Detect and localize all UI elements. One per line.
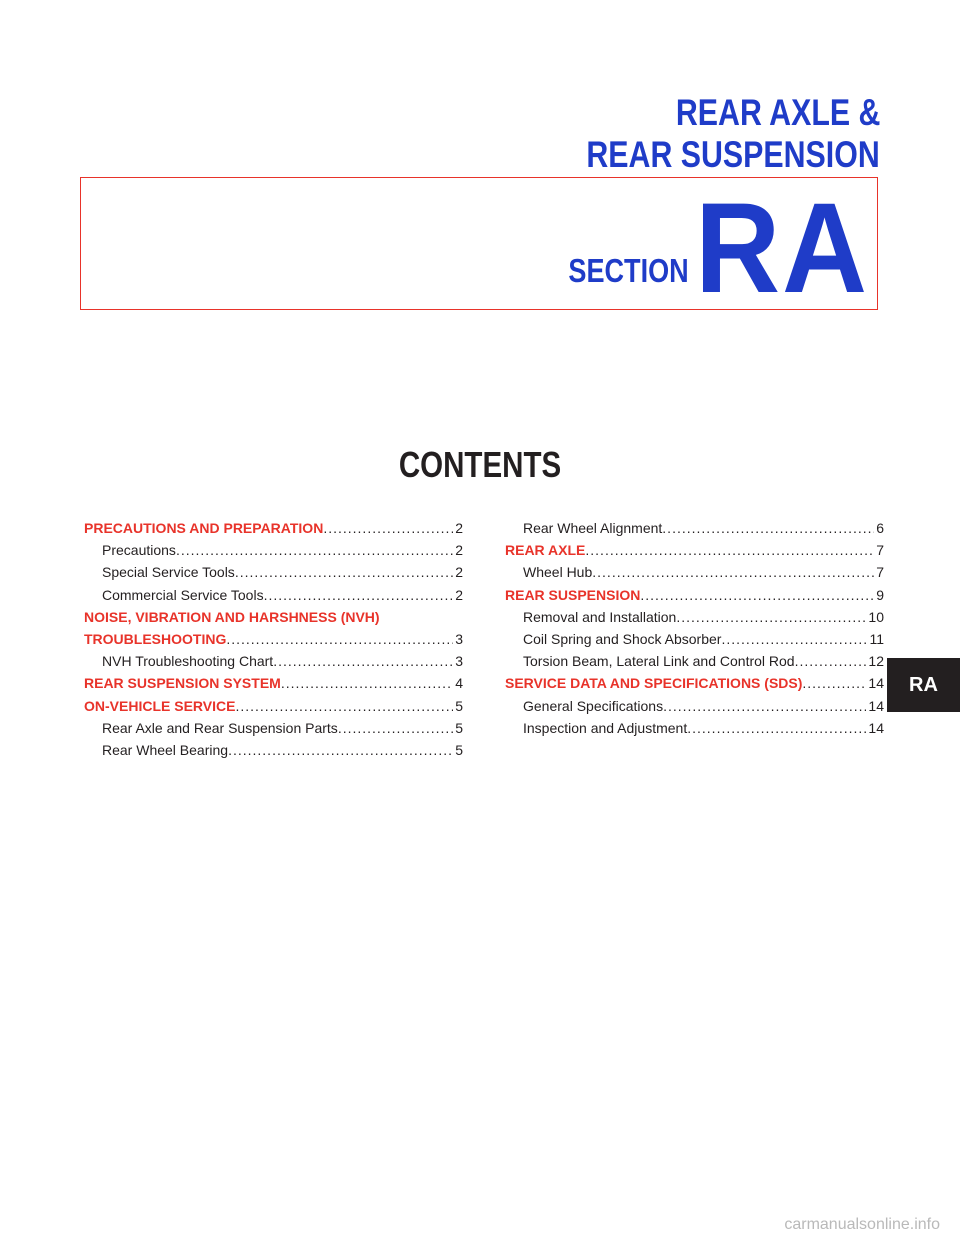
toc-entry-rear-axle[interactable] <box>505 542 884 564</box>
toc-entry-label: REAR SUSPENSION SYSTEM <box>84 675 281 692</box>
toc-entry-label: Wheel Hub <box>523 564 593 581</box>
section-label: SECTION <box>568 252 689 289</box>
toc-entry-coil-spring-and-shock-absorber[interactable] <box>505 631 884 653</box>
toc-page-number: 7 <box>876 542 884 559</box>
toc-dot-leader <box>640 587 874 603</box>
title-line-2: REAR SUSPENSION <box>586 134 880 175</box>
toc-entry-rear-suspension[interactable] <box>505 587 884 609</box>
toc-entry-label: TROUBLESHOOTING <box>84 630 227 647</box>
toc-entry-label: Inspection and Adjustment <box>523 719 688 736</box>
toc-page-number: 14 <box>868 697 884 714</box>
toc-page-number: 2 <box>455 564 463 581</box>
toc-entry-removal-and-installation[interactable] <box>505 609 884 631</box>
toc-page-number: 5 <box>455 719 463 736</box>
toc-entry-label: NOISE, VIBRATION AND HARSHNESS (NVH) <box>84 608 380 625</box>
toc-page-number: 7 <box>876 564 884 581</box>
toc-entry-general-specifications[interactable] <box>505 698 884 720</box>
toc-dot-leader <box>662 520 874 536</box>
toc-dot-leader <box>235 698 453 714</box>
toc-entry-nvh-line-1[interactable] <box>84 609 463 631</box>
toc-page-number: 6 <box>876 520 884 536</box>
section-box <box>80 177 878 320</box>
toc-page-number: 5 <box>455 741 463 758</box>
toc-entry-special-service-tools[interactable] <box>84 564 463 586</box>
toc-dot-leader <box>585 542 874 558</box>
toc-entry-nvh-troubleshooting[interactable] <box>84 631 463 653</box>
watermark: carmanualsonline.info <box>784 1216 940 1233</box>
toc-dot-leader <box>228 742 453 758</box>
toc-dot-leader <box>281 675 453 691</box>
toc-entry-precautions[interactable] <box>84 542 463 564</box>
toc-page-number: 14 <box>868 719 884 736</box>
toc-entry-nvh-troubleshooting-chart[interactable] <box>84 653 463 675</box>
toc-page-number: 3 <box>455 630 463 647</box>
toc-entry-rear-wheel-alignment[interactable] <box>505 520 884 542</box>
toc-entry-label: Rear Wheel Alignment <box>523 520 663 536</box>
toc-dot-leader <box>802 675 866 691</box>
toc-entry-label: ON-VEHICLE SERVICE <box>84 697 236 714</box>
toc-dot-leader <box>176 542 453 558</box>
toc-entry-label: Removal and Installation <box>523 608 677 625</box>
toc-entry-label: Torsion Beam, Lateral Link and Control Rod <box>523 653 795 670</box>
toc-entry-label: NVH Troubleshooting Chart <box>102 653 274 670</box>
section-side-tab[interactable]: RA <box>887 658 960 712</box>
toc-entry-inspection-and-adjustment[interactable] <box>505 720 884 742</box>
toc-page-number: 3 <box>455 653 463 670</box>
toc-page-number: 2 <box>455 542 463 559</box>
toc-entry-label: Coil Spring and Shock Absorber <box>523 630 722 647</box>
toc-page-number: 5 <box>455 697 463 714</box>
toc-dot-leader <box>687 720 866 736</box>
toc-entry-rear-axle-and-rear-suspension-parts[interactable] <box>84 720 463 742</box>
toc-page-number: 9 <box>876 586 884 603</box>
toc-entry-on-vehicle-service[interactable] <box>84 698 463 720</box>
toc-entry-wheel-hub[interactable] <box>505 564 884 586</box>
toc-entry-rear-suspension-system[interactable] <box>84 675 463 697</box>
toc-dot-leader <box>273 653 453 669</box>
toc-page-number: 12 <box>868 653 884 670</box>
toc-entry-precautions-and-preparation[interactable] <box>84 520 463 542</box>
toc-entry-service-data-and-specifications[interactable] <box>505 675 884 697</box>
toc-entry-label: PRECAUTIONS AND PREPARATION <box>84 520 324 536</box>
toc-page-number: 4 <box>455 675 463 692</box>
toc-dot-leader <box>592 564 874 580</box>
toc-entry-label: General Specifications <box>523 697 664 714</box>
contents-heading: CONTENTS <box>398 444 562 485</box>
toc-dot-leader <box>721 631 867 647</box>
toc-entry-torsion-beam[interactable] <box>505 653 884 675</box>
toc-left-column <box>84 520 463 764</box>
toc-entry-label: REAR SUSPENSION <box>505 586 641 603</box>
section-code: RA <box>695 177 869 320</box>
toc-dot-leader <box>676 609 866 625</box>
toc-entry-label: SERVICE DATA AND SPECIFICATIONS (SDS) <box>505 675 803 692</box>
toc-entry-rear-wheel-bearing[interactable] <box>84 742 463 764</box>
toc-dot-leader <box>235 564 453 580</box>
toc-entry-label: Rear Axle and Rear Suspension Parts <box>102 719 338 736</box>
toc-entry-label: Special Service Tools <box>102 564 235 581</box>
toc-dot-leader <box>663 698 866 714</box>
toc-entry-label: Rear Wheel Bearing <box>102 741 229 758</box>
toc-page-number: 14 <box>868 675 884 692</box>
toc-entry-label: Precautions <box>102 542 176 559</box>
title-line-1: REAR AXLE & <box>675 92 880 133</box>
toc-dot-leader <box>338 720 453 736</box>
toc-page-number: 2 <box>455 586 463 603</box>
toc-dot-leader <box>264 587 454 603</box>
toc-page-number: 10 <box>868 608 884 625</box>
toc-right-column <box>505 520 884 742</box>
toc-dot-leader <box>795 653 867 669</box>
toc-dot-leader <box>226 631 453 647</box>
toc-page-number: 2 <box>455 520 463 536</box>
toc-entry-commercial-service-tools[interactable] <box>84 587 463 609</box>
toc-entry-label: REAR AXLE <box>505 542 586 559</box>
toc-dot-leader <box>323 520 453 536</box>
toc-entry-label: Commercial Service Tools <box>102 586 264 603</box>
toc-page-number: 11 <box>869 630 884 647</box>
